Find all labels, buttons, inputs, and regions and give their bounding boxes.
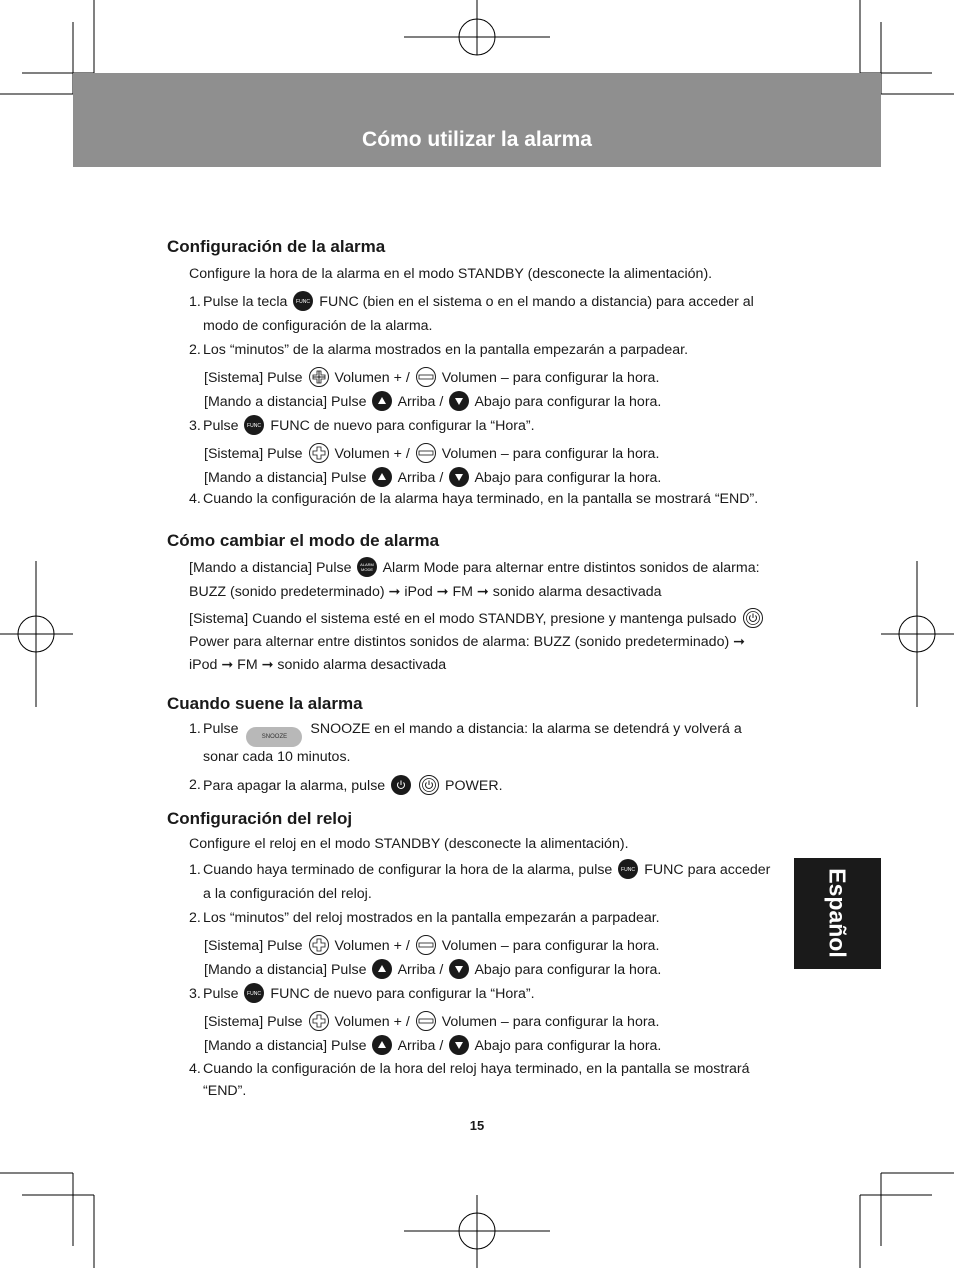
svg-text:FUNC: FUNC [247, 423, 262, 429]
section-alarm-setup [167, 232, 797, 508]
list-item: 1. Pulse la tecla FUNC FUNC (bien en el sistema o en el mando a distancia) para acceder al modo de configuración de la alarma. [189, 290, 797, 338]
svg-text:FUNC: FUNC [621, 867, 636, 873]
volume-minus-icon [416, 443, 436, 463]
steps-list [189, 982, 797, 1006]
page-number: 15 [469, 1118, 485, 1133]
section-clock-setup [167, 804, 797, 1102]
system-instruction: [Sistema] Pulse Volumen + / Volumen – para configurar la hora. [204, 442, 797, 466]
system-instruction: [Sistema] Pulse Volumen + / Volumen – para configurar la hora. [204, 934, 797, 958]
volume-plus-icon [309, 443, 329, 463]
list-item: 2. Los “minutos” de la alarma mostrados en la pantalla empezarán a parpadear. [189, 342, 689, 358]
main-content [167, 232, 797, 1102]
volume-minus-icon [416, 1011, 436, 1031]
svg-text:MODE: MODE [361, 567, 374, 572]
steps-list [189, 414, 797, 438]
page-header [73, 73, 881, 167]
steps-list [189, 719, 797, 796]
list-item: 1. Cuando haya terminado de configurar la hora de la alarma, pulse FUNC FUNC para acceder a la configuración del reloj. [189, 858, 797, 906]
list-item: 2. Los “minutos” del reloj mostrados en la pantalla empezarán a parpadear. [189, 910, 660, 926]
section-when-alarm [167, 689, 797, 796]
steps-list [189, 1058, 797, 1102]
arrow-up-icon [372, 1035, 392, 1055]
arrow-up-icon [372, 391, 392, 411]
power-icon [743, 608, 763, 628]
page-title: Cómo utilizar la alarma [362, 128, 592, 151]
list-item: 4. Cuando la configuración de la hora del reloj haya terminado, en la pantalla se mostrará “END”. [189, 1061, 750, 1099]
section-intro: Configure la hora de la alarma en el modo STANDBY (desconecte la alimentación). [189, 266, 713, 282]
system-instruction: [Sistema] Pulse Volumen + / Volumen – para configurar la hora. [204, 366, 797, 390]
language-tab-label: Español [824, 868, 851, 958]
list-item: 1. Pulse SNOOZE SNOOZE en el mando a distancia: la alarma se detendrá y volverá a sonar cada 10 minutos. [189, 721, 742, 765]
power-icon [419, 775, 439, 795]
section-alarm-mode [167, 526, 797, 677]
section-title: Cuando suene la alarma [167, 694, 363, 713]
system-instruction: [Sistema] Pulse Volumen + / Volumen – para configurar la hora. [204, 1010, 797, 1034]
func-icon [244, 415, 264, 435]
section-title: Configuración de la alarma [167, 237, 386, 256]
steps-list [189, 858, 797, 930]
svg-text:FUNC: FUNC [296, 299, 311, 305]
volume-plus-icon [309, 367, 329, 387]
section-intro: Configure el reloj en el modo STANDBY (desconecte la alimentación). [189, 836, 629, 852]
section-title: Cómo cambiar el modo de alarma [167, 531, 440, 550]
list-item: 3. Pulse FUNC FUNC de nuevo para configurar la “Hora”. [189, 414, 797, 438]
svg-text:ALARM: ALARM [360, 562, 375, 567]
svg-text:FUNC: FUNC [247, 991, 262, 997]
list-item: 3. Pulse FUNC FUNC de nuevo para configurar la “Hora”. [189, 982, 797, 1006]
arrow-down-icon [449, 467, 469, 487]
remote-instruction: [Mando a distancia] Pulse Arriba / Abajo para configurar la hora. [204, 466, 797, 490]
volume-minus-icon [416, 367, 436, 387]
snooze-button-icon: SNOOZE [246, 727, 302, 747]
steps-list [189, 490, 797, 508]
alarm-mode-icon [357, 557, 377, 577]
remote-instruction: [Mando a distancia] Pulse Arriba / Abajo para configurar la hora. [204, 1034, 797, 1058]
volume-minus-icon [416, 935, 436, 955]
list-item: 2. Para apagar la alarma, pulse POWER. [189, 777, 503, 794]
func-icon [244, 983, 264, 1003]
system-alarm-mode: [Sistema] Cuando el sistema esté en el modo STANDBY, presione y mantenga pulsado Power para alternar entre distintos sonidos de alarma: BUZZ (sonido predeterminado) ➞ iPod ➞ FM ➞ sonido alarma desactivada [189, 608, 797, 677]
list-item: 4. Cuando la configuración de la alarma haya terminado, en la pantalla se mostrará “END”. [189, 491, 759, 507]
arrow-down-icon [449, 391, 469, 411]
volume-plus-icon [309, 1011, 329, 1031]
arrow-down-icon [449, 1035, 469, 1055]
func-icon [293, 291, 313, 311]
func-icon [618, 859, 638, 879]
volume-plus-icon [309, 935, 329, 955]
arrow-down-icon [449, 959, 469, 979]
arrow-up-icon [372, 467, 392, 487]
remote-instruction: [Mando a distancia] Pulse Arriba / Abajo para configurar la hora. [204, 958, 797, 982]
language-tab [794, 858, 881, 969]
section-title: Configuración del reloj [167, 809, 353, 828]
steps-list [189, 290, 797, 362]
remote-instruction: [Mando a distancia] Pulse Arriba / Abajo para configurar la hora. [204, 390, 797, 414]
arrow-up-icon [372, 959, 392, 979]
power-remote-icon [391, 775, 411, 795]
remote-alarm-mode: [Mando a distancia] Pulse ALARM MODE Alarm Mode para alternar entre distintos sonidos de alarma: BUZZ (sonido predeterminado) ➞ iPod ➞ FM ➞ sonido alarma desactivada [189, 556, 797, 604]
